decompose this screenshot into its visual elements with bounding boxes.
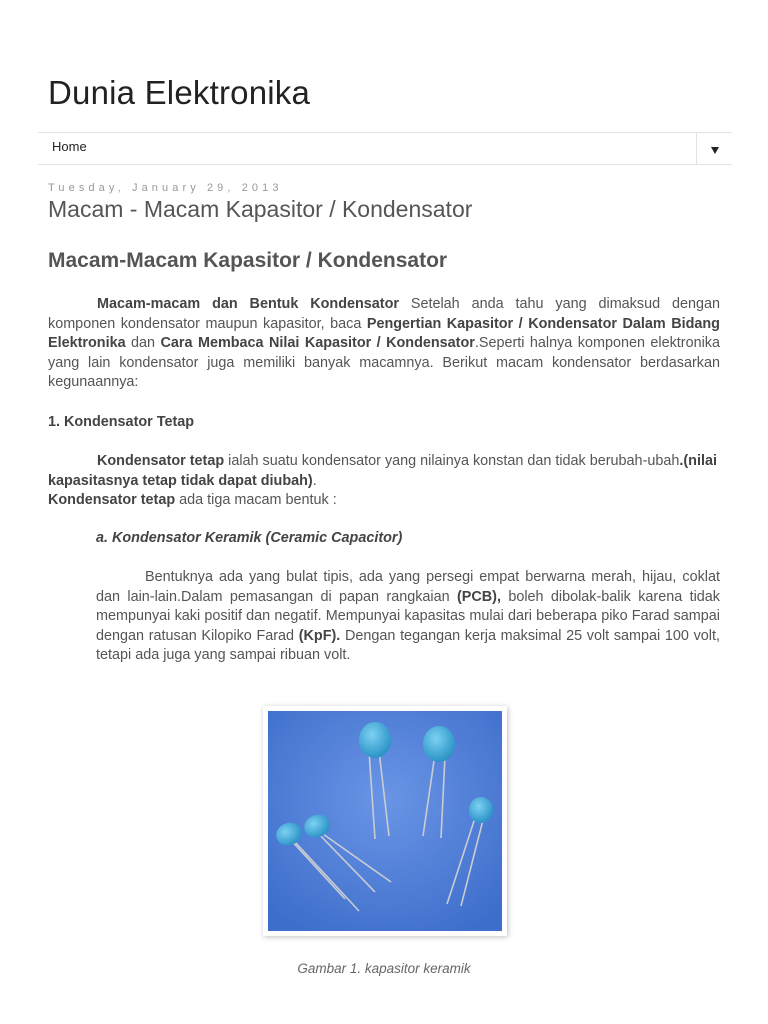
- blog-title[interactable]: Dunia Elektronika: [48, 74, 311, 111]
- pcb-note: (PCB),: [456, 588, 501, 605]
- intro-paragraph: [48, 295, 720, 393]
- intro-lead: Macam-macam dan Bentuk Kondensator: [97, 296, 399, 312]
- capacitor-body: [359, 722, 391, 758]
- nav-home-link[interactable]: Home: [52, 139, 87, 154]
- ceramic-capacitor-photo[interactable]: [263, 706, 507, 936]
- subsection-a-paragraph: [96, 568, 720, 666]
- section-1-keyword-2: Kondensator tetap: [48, 492, 176, 509]
- post-heading: Macam-Macam Kapasitor / Kondensator: [48, 249, 448, 272]
- section-1-text-3: ada tiga macam bentuk :: [175, 492, 337, 509]
- section-1-heading: 1. Kondensator Tetap: [48, 414, 195, 430]
- subsection-a-text-1: Bentuknya ada yang bulat tipis, ada yang persegi empat berwarna merah, hijau, coklat dan lain-lain.Dalam pemasangan di papan rangkaian: [96, 569, 720, 605]
- subsection-a-text-2: boleh dibolak-balik karena tidak mempunyai kaki positif dan negatif. Mempunyai kapasitas mulai dari beberapa piko Farad sampai dengan ratusan Kilopiko Farad: [96, 588, 720, 644]
- capacitor-photo-illustration: [263, 706, 507, 936]
- link-cara-membaca-kapasitor[interactable]: Cara Membaca Nilai Kapasitor / Kondensator: [160, 335, 475, 352]
- post-date: Tuesday, January 29, 2013: [48, 182, 283, 194]
- intro-text-2: dan: [125, 335, 161, 352]
- navigation-bar: [38, 132, 732, 165]
- section-1-text-1: ialah suatu kondensator yang nilainya konstan dan tidak berubah-ubah: [224, 453, 680, 469]
- section-1-note: .(nilai kapasitasnya tetap tidak dapat diubah): [48, 453, 717, 489]
- intro-text-3: .Seperti halnya komponen elektronika yang lain kondensator juga memiliki banyak macamnya. Berikut macam kondensator berdasarkan kegunaannya:: [48, 335, 720, 391]
- intro-text-1: Setelah anda tahu yang dimaksud dengan komponen kondensator maupun kapasitor, baca: [48, 296, 720, 332]
- section-1-text-2: .: [312, 472, 317, 489]
- subsection-a-heading: a. Kondensator Keramik (Ceramic Capacitor): [96, 530, 403, 546]
- section-1-paragraph: [48, 452, 720, 511]
- image-caption: Gambar 1. kapasitor keramik: [297, 961, 471, 976]
- subsection-a-text-3: Dengan tegangan kerja maksimal 25 volt sampai 100 volt, tetapi ada juga yang sampai ribuan volt.: [96, 627, 720, 664]
- capacitor-body: [423, 726, 455, 762]
- section-1-keyword: Kondensator tetap: [97, 453, 225, 469]
- chevron-down-icon: [711, 147, 719, 154]
- post-title[interactable]: Macam - Macam Kapasitor / Kondensator: [48, 196, 473, 222]
- capacitor-body: [469, 797, 493, 823]
- link-pengertian-kapasitor[interactable]: Pengertian Kapasitor / Kondensator Dalam Bidang Elektronika: [48, 315, 720, 352]
- nav-menu-toggle[interactable]: [696, 133, 732, 164]
- kpf-note: (KpF).: [298, 627, 341, 644]
